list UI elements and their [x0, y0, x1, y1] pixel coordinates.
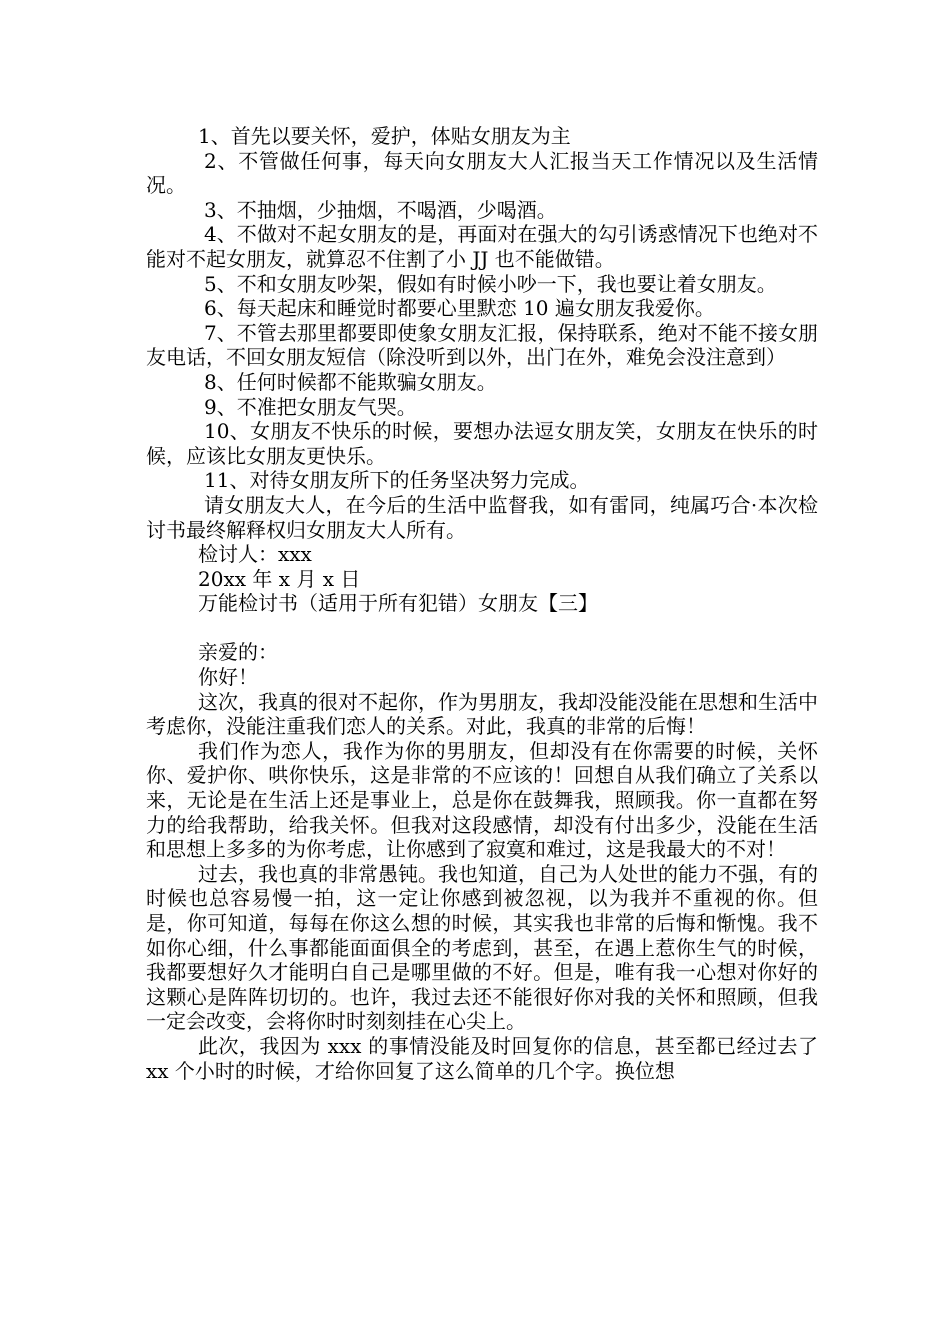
letter-paragraph-2: 我们作为恋人，我作为你的男朋友，但却没有在你需要的时候，关怀你、爱护你、哄你快乐，这是非常的不应该的！回想自从我们确立了关系以来，无论是在生活上还是事业上，总是你在鼓舞我，照顾我。你一直都在努力的给我帮助，给我关怀。但我对这段感情，却没有付出多少，没能在生活和思想上多多的为你考虑，让你感到了寂寞和难过，这是我最大的不对！ — [146, 738, 818, 862]
letter-paragraph-4: 此次，我因为 xxx 的事情没能及时回复你的信息，甚至都已经过去了 xx 个小时的时候，才给你回复了这么简单的几个字。换位想 — [146, 1033, 818, 1083]
spacer — [146, 616, 818, 641]
rule-3: 3、不抽烟，少抽烟，不喝酒，少喝酒。 — [204, 197, 557, 222]
rule-1: 1、首先以要关怀，爱护，体贴女朋友为主 — [198, 124, 571, 148]
date: 20xx 年 x 月 x 日 — [198, 566, 361, 591]
closing-statement: 请女朋友大人，在今后的生活中监督我，如有雷同，纯属巧合·本次检讨书最终解释权归女朋友大人所有。 — [146, 492, 818, 542]
rule-11: 11、对待女朋友所下的任务坚决努力完成。 — [204, 468, 590, 493]
rule-8: 8、任何时候都不能欺骗女朋友。 — [204, 369, 497, 394]
letter-paragraph-1: 这次，我真的很对不起你，作为男朋友，我却没能没能在思想和生活中考虑你，没能注重我们恋人的关系。对此，我真的非常的后悔！ — [146, 689, 818, 739]
document-body — [146, 124, 818, 1083]
rule-7: 7、不管去那里都要即使象女朋友汇报，保持联系，绝对不能不接女朋友电话，不回女朋友短信（除没听到以外，出门在外，难免会没注意到） — [146, 320, 818, 370]
rule-6: 6、每天起床和睡觉时都要心里默恋 10 遍女朋友我爱你。 — [204, 296, 715, 321]
rule-9: 9、不准把女朋友气哭。 — [204, 394, 417, 419]
section-title: 万能检讨书（适用于所有犯错）女朋友【三】 — [198, 591, 598, 616]
letter-paragraph-3: 过去，我也真的非常愚钝。我也知道，自己为人处世的能力不强，有的时候也总容易慢一拍，这一定让你感到被忽视，以为我并不重视的你。但是，你可知道，每每在你这么想的时候，其实我也非常的后悔和惭愧。我不如你心细，什么事都能面面俱全的考虑到，甚至，在遇上惹你生气的时候，我都要想好久才能明白自己是哪里做的不好。但是，唯有我一心想对你好的这颗心是阵阵切切的。也许，我过去还不能很好你对我的关怀和照顾，但我一定会改变，会将你时时刻刻挂在心尖上。 — [146, 861, 818, 1034]
rule-2: 2、不管做任何事，每天向女朋友大人汇报当天工作情况以及生活情况。 — [146, 148, 818, 198]
rule-5: 5、不和女朋友吵架，假如有时候小吵一下，我也要让着女朋友。 — [204, 271, 777, 296]
greeting: 你好！ — [198, 665, 258, 690]
signature: 检讨人：xxx — [198, 542, 312, 567]
rule-10: 10、女朋友不快乐的时候，要想办法逗女朋友笑，女朋友在快乐的时候，应该比女朋友更快乐。 — [146, 419, 818, 468]
salutation: 亲爱的： — [198, 640, 278, 665]
rule-4: 4、不做对不起女朋友的是，再面对在强大的勾引诱惑情况下也绝对不能对不起女朋友，就算忍不住割了小 JJ 也不能做错。 — [146, 222, 818, 271]
